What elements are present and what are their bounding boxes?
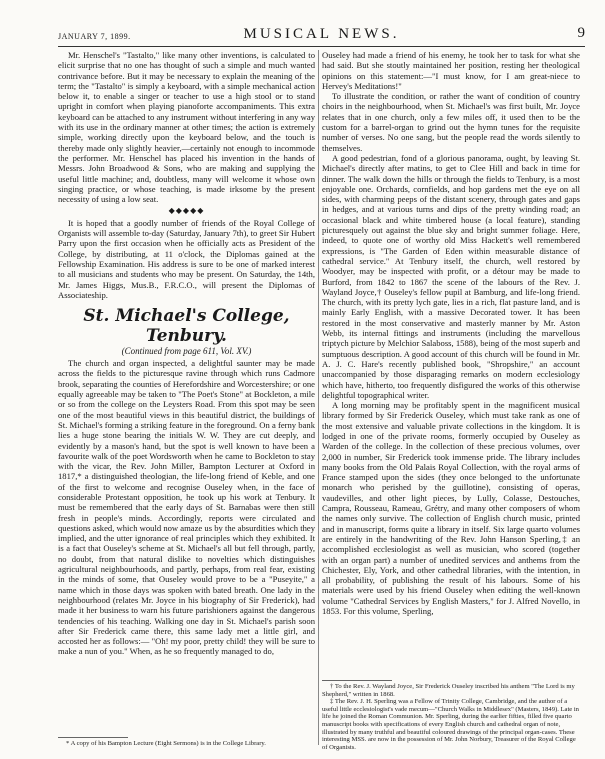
footnote-rule [58, 737, 128, 738]
section-heading: St. Michael's College, Tenbury. [83, 306, 290, 347]
footnote-bampton: * A copy of his Bampton Lecture (Eight Sermons) is in the College Library. [66, 740, 266, 747]
page-number: 9 [577, 25, 585, 41]
paragraph-pedestrian: A good pedestrian, fond of a glorious panorama, ought, by leaving St. Michael's directly after matins, to get to Clee Hill and back in time for dinner. The walk down the hills or through the fields to Tenbury, is a most enjoyable one. Orchards, cornfields, and hop gardens met the eye on all sides, with charming peeps of the distant scenery, through gates and gaps in hedges, and at various turns and dips of the pretty winding road; an occasional black and white timbered house (a local feature), standing picturesquely out against the blue sky and bright summer foliage. Here, indeed, to quote one of worthy old Miss Hackett's well remembered expressions, is "The Garden of Eden within measurable distance of cathedral service." At Tenbury itself, the church, well restored by Woodyer, may be inspected with profit, or a détour may be made to Burford, from 1842 to 1867 the scene of the labours of the Rev. J. Wayland Joyce,† Ouseley's fellow pupil at Bamburg, and life-long friend. The church, with its pretty lych gate, lies in a rich, flat pasture land, and is mainly Early English, with a massive Decorated tower. It has been restored in the most conservative and masterly manner by Mr. Aston Webb, its internal fittings and instruments (including the marvellous triptych picture by Melchior Salaboss, 1588), being of the most superb and sumptuous description. A good account of this church will be found in Mr. A. J. C. Hare's recently published book, "Shropshire," an account unaccompanied by those disparaging remarks on modern ecclesiology which have, hitherto, too frequently disfigured the works of this otherwise delightful topographical writer. [322, 152, 580, 400]
paragraph-library: A long morning may be profitably spent in the magnificent musical library formed by Sir Frederick Ouseley, which must take rank as one of the most extensive and valuable private collections in the kingdom. It is lodged in one of the private rooms, formerly occupied by Ouseley as Warden of the college. In the collection of these precious volumes, over 2,000 in number, Sir Frederick took immense pride. The library includes many books from the Old Palais Royal Collection, with the royal arms of France stamped upon the sides (they once belonged to the unfortunate monarch who perished by the guillotine), consisting of operas, vaudevilles, and other light pieces, by Lully, Colasse, Destouches, Campra, Rousseau, Rameau, Grétry, and many other composers of whom the names only survive. The collection of English church music, printed and in manuscript, forms quite a library in itself. Six large quarto volumes are entirely in the handwriting of the Rev. John Hanson Sperling,‡ an accomplished ecclesiologist as well as musician, who scored (together with an organ part) a number of unedited services and anthems from the Chichester, Ely, York, and other cathedral libraries, with the intention, in all probability, of publishing the result of his labours. Some of his materials were used by his friend Ouseley when editing the well-known volume "Cathedral Services by English Masters," for J. Alfred Novello, in 1853. For this volume, Sperling, [322, 400, 580, 617]
continued-note: (Continued from page 611, Vol. XV.) [121, 346, 252, 357]
left-column [58, 50, 315, 657]
paragraph-church-organ: The church and organ inspected, a delightful saunter may be made across the fields to the picturesque ravine through which runs Cadmore brook, separating the counties of Herefordshire and Worcestershire; or one equally agreeable may be taken to "The Poet's Stone" at Bockleton, a mile or so from the college on the Leysters Road. From this spot may be seen one of the most beautiful views in this beautiful district, the buildings of St. Michael's forming a striking feature in the foreground. On a ferny bank lies a huge stone bearing the initials W. W. They are cut deeply, and evidently by a mason's hand, but the spot is well known to have been a favourite walk of the poet Wordsworth when he came to Bockleton to stay with the vicar, the Rev. John Miller, Bampton Lecturer at Oxford in 1817,* a distinguished theologian, the life-long friend of Keble, and one of the first to welcome and recognise Ouseley when, in the face of considerable Protestant opposition, he took up his work at Tenbury. It must be remembered that the early days of St. Barnabas were then still fresh in people's minds. Accordingly, reports were circulated and questions asked, which would now amaze us by the absurdities which they implied, and the utter ignorance of real principles which they exhibited. It is a fact that Ouseley's scheme at St. Michael's all but fell through, partly, no doubt, from that natural dislike to novelties which distinguishes agricultural neighbourhoods, and partly, perhaps, from real fear, existing in the minds of some, that Ouseley would prove to be a "Puseyite," a name which in those days was spoken with bated breath. One lady in the neighbourhood (relates Mr. Joyce in his biography of Sir Frederick), had made it her business to warn his future parishioners against the dangerous tendencies of his teaching. Walking one day in St. Michael's parish soon after Sir Frederick came there, this same lady met a little girl, and accosted her as follows:— "Oh! my poor, pretty child! they will be sure to make a nun of you." When, as he so frequently managed to do, [58, 358, 315, 657]
paragraph-ouseley-enemy: Ouseley had made a friend of his enemy, he took her to task for what she had said. But she stoutly maintained her position, resting her theological opinions on this statement:—"I must know, for I am great-niece to Hervey's Meditations!" [322, 50, 580, 91]
left-footnotes [58, 734, 315, 748]
footnote-joyce: † To the Rev. J. Wayland Joyce, Sir Frederick Ouseley inscribed his anthem "The Lord is my Shepherd," written in 1868. [322, 683, 575, 698]
paragraph-tastalto: Mr. Henschel's "Tastalto," like many other inventions, is calculated to elicit surprise that no one has thought of such a simple and much wanted contrivance before. But it may be necessary to explain the meaning of the term; the "Tastalto" is simply a keyboard, with a simple mechanical action below it, to enable a singer or teacher to use a high stool or to stand upright in comfort when playing pianoforte accompaniments. This extra keyboard can be attached to any instrument without interfering in any way with its use in the ordinary manner at other times; the action is extremely simple, working directly upon the keyboard below, and the touch is thereby made only slightly heavier,—certainly not enough to incommode the performer. Mr. Henschel has placed his invention in the hands of Messrs. John Broadwood & Sons, who are making and supplying the useful little machine; and, doubtless, many will welcome it whose own singing practice, or whose teaching, is made irksome by the present necessity of using a low seat. [58, 50, 315, 205]
paragraph-royal-college: It is hoped that a goodly number of friends of the Royal College of Organists will assemble to-day (Saturday, January 7th), to greet Sir Hubert Parry upon the first occasion when he officially acts as President of the College, by distributing, at 11 o'clock, the Diplomas gained at the Fellowship Examination. His address is sure to be one of marked interest to all musicians and students who may be present. On Saturday, the 14th, Mr. James Higgs, Mus.B., F.R.C.O., will present the Diplomas of Associateship. [58, 217, 315, 300]
issue-date: JANUARY 7, 1899. [58, 32, 131, 41]
header-rule [58, 46, 585, 47]
section-divider-ornament: ◆◆◆◆◆ [168, 206, 205, 216]
paragraph-country-choirs: To illustrate the condition, or rather the want of condition of country choirs in the neighbourhood, when St. Michael's was first built, Mr. Joyce relates that in one church, only a few miles off, it used then to be the custom for a barrel-organ to grind out the hymn tunes for the requisite number of verses. No one sang, but the people read the words silently to themselves. [322, 91, 580, 153]
column-divider [318, 50, 319, 745]
page-header [58, 26, 585, 44]
footnote-sperling: ‡ The Rev. J. H. Sperling was a Fellow of Trinity College, Cambridge, and the author of a useful little ecclesiologist's vade mecum—"Church Walks in Middlesex" (Masters, 1849). Late in life he joined the Roman Communion. Mr. Sperling, during the earlier fifties, filled five quarto manuscript books with specifications of every English church and cathedral organ of note, illustrated by many truthful and beautiful coloured drawings of the principal organ-cases. These interesting MSS. are now in the possession of Mr. John Norbury, Treasurer of the Royal College of Organists. [322, 698, 579, 751]
right-column [322, 50, 580, 616]
publication-title: MUSICAL NEWS. [243, 26, 400, 42]
right-footnotes [322, 677, 580, 751]
footnote-rule [322, 680, 392, 681]
